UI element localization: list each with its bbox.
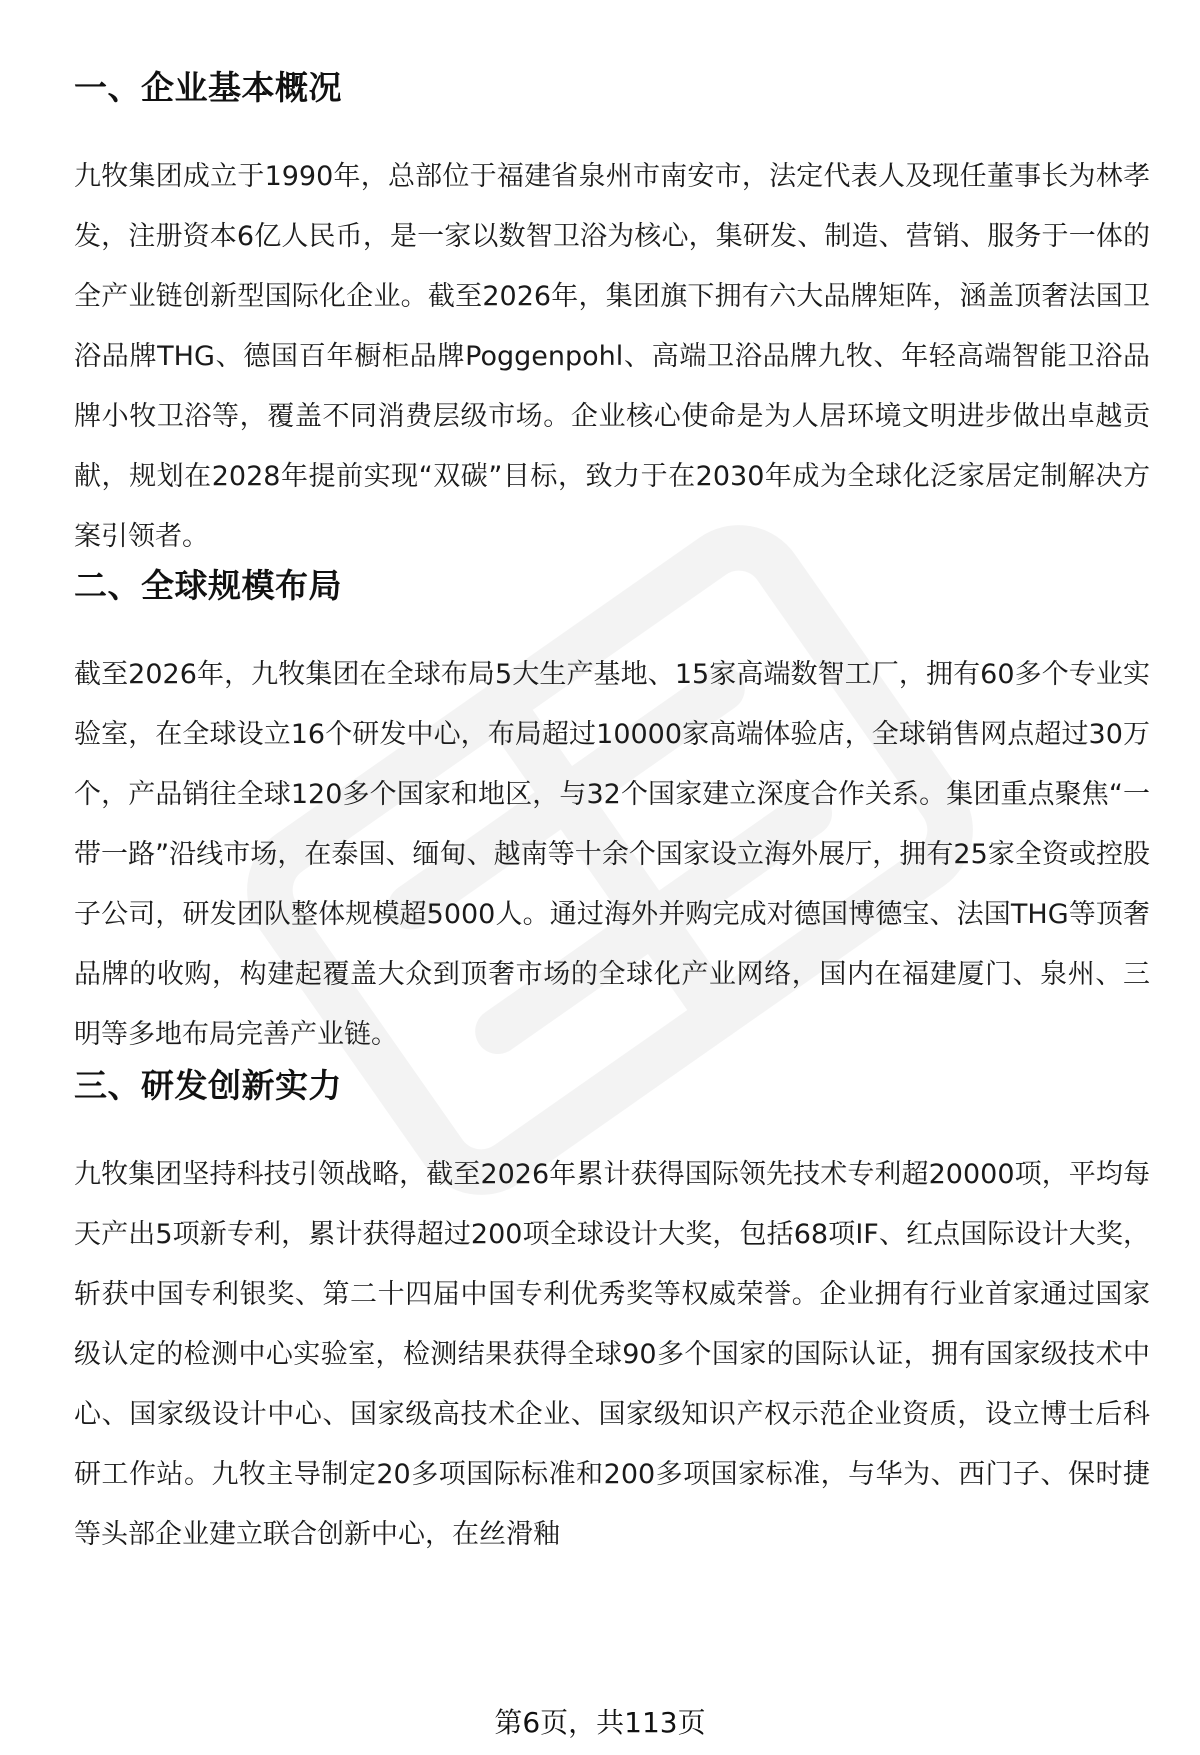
section-paragraph-overview: 九牧集团成立于1990年，总部位于福建省泉州市南安市，法定代表人及现任董事长为林孝发，注册资本6亿人民币，是一家以数智卫浴为核心，集研发、制造、营销、服务于一体的全产业链创新型国际化企业。截至2026年，集团旗下拥有六大品牌矩阵，涵盖顶奢法国卫浴品牌THG、德国百年橱柜品牌Poggenpohl、高端卫浴品牌九牧、年轻高端智能卫浴品牌小牧卫浴等，覆盖不同消费层级市场。企业核心使命是为人居环境文明进步做出卓越贡献，规划在2028年提前实现“双碳”目标，致力于在2030年成为全球化泛家居定制解决方案引领者。 — [74, 161, 1150, 552]
page-number-footer: 第6页，共113页 — [494, 1706, 706, 1739]
section-heading-global-layout: 二、全球规模布局 — [74, 566, 342, 605]
section-paragraph-global-layout: 截至2026年，九牧集团在全球布局5大生产基地、15家高端数智工厂，拥有60多个专业实验室，在全球设立16个研发中心，布局超过10000家高端体验店，全球销售网点超过30万个，产品销往全球120多个国家和地区，与32个国家建立深度合作关系。集团重点聚焦“一带一路”沿线市场，在泰国、缅甸、越南等十余个国家设立海外展厅，拥有25家全资或控股子公司，研发团队整体规模超5000人。通过海外并购完成对德国博德宝、法国THG等顶奢品牌的收购，构建起覆盖大众到顶奢市场的全球化产业网络，国内在福建厦门、泉州、三明等多地布局完善产业链。 — [74, 659, 1150, 1050]
section-heading-rnd: 三、研发创新实力 — [74, 1066, 342, 1105]
section-heading-overview: 一、企业基本概况 — [74, 68, 342, 107]
section-paragraph-rnd: 九牧集团坚持科技引领战略，截至2026年累计获得国际领先技术专利超20000项，平均每天产出5项新专利，累计获得超过200项全球设计大奖，包括68项IF、红点国际设计大奖，斩获中国专利银奖、第二十四届中国专利优秀奖等权威荣誉。企业拥有行业首家通过国家级认定的检测中心实验室，检测结果获得全球90多个国家的国际认证，拥有国家级技术中心、国家级设计中心、国家级高技术企业、国家级知识产权示范企业资质，设立博士后科研工作站。九牧主导制定20多项国际标准和200多项国家标准，与华为、西门子、保时捷等头部企业建立联合创新中心，在丝滑釉 — [74, 1159, 1150, 1550]
